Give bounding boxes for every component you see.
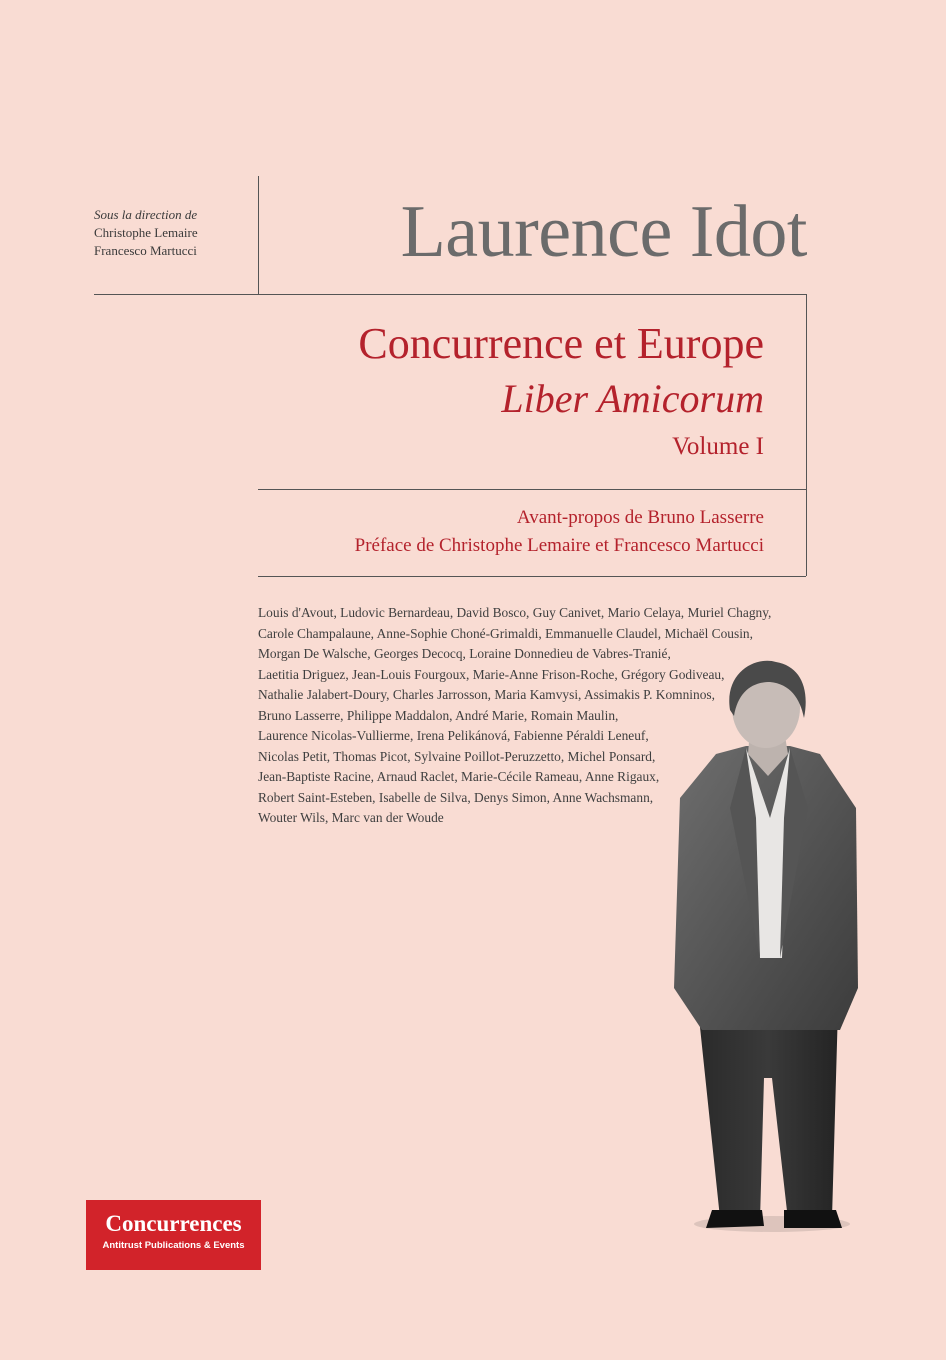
book-title: Laurence Idot [400,191,807,273]
publisher-logo [86,1200,261,1270]
volume-label: Volume I [672,433,764,460]
editors-intro: Sous la direction de [94,207,198,222]
divider-horizontal-bottom [258,576,806,577]
editors-block [94,206,254,260]
book-subtitle: Concurrence et Europe [358,319,764,368]
contributors-line: Nicolas Petit, Thomas Picot, Sylvaine Poillot-Peruzzetto, Michel Ponsard, [258,748,656,764]
publisher-tagline: Antitrust Publications & Events [102,1240,245,1251]
portrait-photo [660,658,870,1238]
publisher-name: Concurrences [105,1211,242,1236]
contributors-line: Jean-Baptiste Racine, Arnaud Raclet, Marie-Cécile Rameau, Anne Rigaux, [258,769,660,784]
contributors-line: Laurence Nicolas-Vullierme, Irena Pelikánová, Fabienne Péraldi Leneuf, [258,728,649,743]
divider-vertical-right [806,294,807,576]
contributors-line: Wouter Wils, Marc van der Woude [258,810,444,825]
divider-vertical-left [258,176,259,294]
contributors-line: Bruno Lasserre, Philippe Maddalon, André Marie, Romain Maulin, [258,707,619,723]
divider-horizontal-middle [258,489,806,490]
book-subtitle-italic: Liber Amicorum [501,376,764,421]
foreword-credit: Avant-propos de Bruno Lasserre [516,507,764,528]
contributors-line: Nathalie Jalabert-Doury, Charles Jarrosson, Maria Kamvysi, Assimakis P. Komninos, [258,687,715,702]
contributors-line: Robert Saint-Esteben, Isabelle de Silva, Denys Simon, Anne Wachsmann, [258,789,654,805]
preface-credit: Préface de Christophe Lemaire et Francesco Martucci [354,535,764,556]
editor-name: Christophe Lemaire [94,225,198,240]
contributors-line: Louis d'Avout, Ludovic Bernardeau, David Bosco, Guy Canivet, Mario Celaya, Muriel Chagny, [258,605,772,620]
editor-name: Francesco Martucci [94,243,197,258]
contributors-line: Morgan De Walsche, Georges Decocq, Loraine Donnedieu de Vabres-Tranié, [258,646,671,661]
contributors-line: Laetitia Driguez, Jean-Louis Fourgoux, Marie-Anne Frison-Roche, Grégory Godiveau, [258,666,725,682]
divider-horizontal-top [94,294,807,295]
contributors-line: Carole Champalaune, Anne-Sophie Choné-Grimaldi, Emmanuelle Claudel, Michaël Cousin, [258,625,753,641]
